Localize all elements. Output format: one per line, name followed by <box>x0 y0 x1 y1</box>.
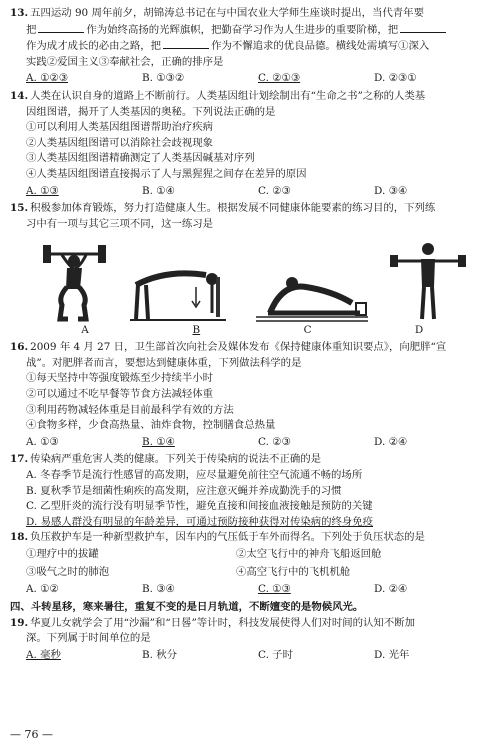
question-13 <box>10 6 490 87</box>
statement-item: ①每天坚持中等强度锻炼至少持续半小时 <box>26 372 214 385</box>
statement-item: ④食物多样，少食高热量、油炸食物，控制膳食总热量 <box>26 419 276 432</box>
question-text: 因组图谱，揭开了人类基因的奥秘。下列说法正确的是 <box>26 105 276 118</box>
statement-item: ①可以利用人类基因组图谱帮助治疗疾病 <box>26 121 214 134</box>
barbell-lift-figure <box>40 237 110 323</box>
option-b: B. ③④ <box>142 583 175 596</box>
statement-item: ③利用药物减轻体重是目前最科学有效的方法 <box>26 403 234 416</box>
option-c: C. 子时 <box>258 648 293 661</box>
statement-item: ①理疗中的拔罐 <box>26 548 99 561</box>
answer-blank <box>38 22 84 33</box>
question-text: 习中有一项与其它三项不同，这一练习是 <box>26 217 214 230</box>
question-text: 战”。对肥胖者而言，要想达到健康体重，下列做法科学的是 <box>26 356 302 369</box>
question-number: 18. <box>10 531 29 544</box>
question-text: 作为不懈追求的优良品德。横线处需填写①深入 <box>211 40 430 53</box>
option-a: A. ①② <box>26 583 59 596</box>
question-17 <box>10 452 490 530</box>
forward-bend-figure <box>126 263 236 323</box>
figure-label-b: B <box>192 323 201 336</box>
option-a: A. 冬春季节是流行性感冒的高发期，应尽量避免前往空气流通不畅的场所 <box>26 469 363 482</box>
option-c: C. ②①③ <box>258 72 301 85</box>
question-text: 实践②爱国主义③奉献社会，正确的排序是 <box>26 55 224 68</box>
question-text: 五四运动 90 周年前夕，胡锦涛总书记在与中国农业大学师生座谈时提出，当代青年要 <box>30 7 424 19</box>
options-row <box>10 71 490 87</box>
question-18 <box>10 530 490 597</box>
question-text: 负压救护车是一种新型救护车，因车内的气压低于车外而得名。下列处于负压状态的是 <box>30 531 425 544</box>
question-number: 13. <box>10 7 29 19</box>
option-d: D. ②④ <box>374 583 408 596</box>
question-number: 14. <box>10 90 29 103</box>
option-b: B. 秋分 <box>142 648 178 661</box>
statement-item: ③人类基因组图谱精确测定了人类基因碱基对序列 <box>26 152 255 165</box>
figure-label-d: D <box>414 323 424 336</box>
options-row <box>10 582 490 598</box>
option-b: B. 夏秋季节是细菌性痢疾的高发期，应注意灭蝇并养成勤洗手的习惯 <box>26 484 342 497</box>
statement-row <box>10 565 490 581</box>
statement-item: ②人类基因组图谱可以消除社会歧视现象 <box>26 136 214 149</box>
option-d: D. ②③① <box>374 72 417 85</box>
question-text: 人类在认识自身的道路上不断前行。人类基因组计划绘制出有“生命之书”之称的人类基 <box>30 90 426 103</box>
question-16 <box>10 340 490 450</box>
question-19 <box>10 616 490 664</box>
question-15 <box>10 201 490 338</box>
question-number: 17. <box>10 453 29 466</box>
question-number: 16. <box>10 341 29 354</box>
statement-item: ②太空飞行中的神舟飞船返回舱 <box>236 548 382 561</box>
option-b: B. ①③② <box>142 72 185 85</box>
question-14 <box>10 89 490 199</box>
question-text: 2009 年 4 月 27 日，卫生部首次向社会及媒体发布《保持健康体重知识要点》，向肥胖“宣 <box>30 341 447 354</box>
section-heading: 四、斗转星移，寒来暑往，重复不变的是日月轨道，不断嬗变的是物候风光。 <box>10 600 364 613</box>
options-row <box>10 435 490 451</box>
option-d: D. 光年 <box>374 648 410 661</box>
figure-label-c: C <box>303 323 312 336</box>
option-d: D. ②④ <box>374 435 408 448</box>
statement-item: ④高空飞行中的飞机机舱 <box>236 565 351 578</box>
dumbbell-raise-figure <box>388 237 468 323</box>
option-b: B. ①④ <box>142 435 175 448</box>
option-c: C. ②③ <box>258 435 291 448</box>
option-d: D. ③④ <box>374 184 408 197</box>
statement-item: ③吸气之时的肺泡 <box>26 565 110 578</box>
question-text: 传染病严重危害人类的健康。下列关于传染病的说法不正确的是 <box>30 453 322 466</box>
question-number: 19. <box>10 616 29 629</box>
option-a: A. ①②③ <box>26 72 69 85</box>
question-text: 华夏儿女就学会了用“沙漏”和“日晷”等计时，科技发展使得人们对时间的认知不断加 <box>30 616 415 629</box>
options-row <box>10 648 490 664</box>
question-text: 积极参加体育锻炼，努力打造健康人生。根据发展不同健康体能要素的练习目的，下列练 <box>30 202 436 215</box>
option-a: A. 毫秒 <box>26 648 61 661</box>
seated-reach-figure <box>252 273 372 323</box>
statement-item: ④人类基因组图谱直接揭示了人与黑猩猩之间存在差异的原因 <box>26 168 307 181</box>
question-text: 深。下列属于时间单位的是 <box>26 632 151 645</box>
question-number: 15. <box>10 202 29 215</box>
option-a: A. ①③ <box>26 435 59 448</box>
statement-item: ②可以通过不吃早餐等节食方法减轻体重 <box>26 387 214 400</box>
statement-row <box>10 547 490 563</box>
question-text: 把 <box>26 23 37 36</box>
figure-label-a: A <box>81 323 89 336</box>
page-number: — 76 — <box>10 727 53 741</box>
question-text: 作为成才成长的必由之路，把 <box>26 40 162 53</box>
answer-blank <box>400 22 446 33</box>
answer-blank <box>163 38 209 49</box>
option-c: C. 乙型肝炎的流行没有明显季节性，避免直接和间接血液接触是预防的关键 <box>26 500 373 513</box>
option-a: A. ①③ <box>26 184 59 197</box>
option-c: C. ①③ <box>258 583 291 596</box>
options-row <box>10 184 490 200</box>
question-text: 作为始终高扬的光辉旗帜，把勤奋学习作为人生进步的重要阶梯，把 <box>86 23 399 36</box>
exercise-figures <box>10 233 490 323</box>
option-b: B. ①④ <box>142 184 175 197</box>
option-c: C. ②③ <box>258 184 291 197</box>
figure-labels <box>10 323 490 339</box>
option-d: D. 易感人群没有明显的年龄差异，可通过预防接种获得对传染病的终身免疫 <box>26 515 374 528</box>
